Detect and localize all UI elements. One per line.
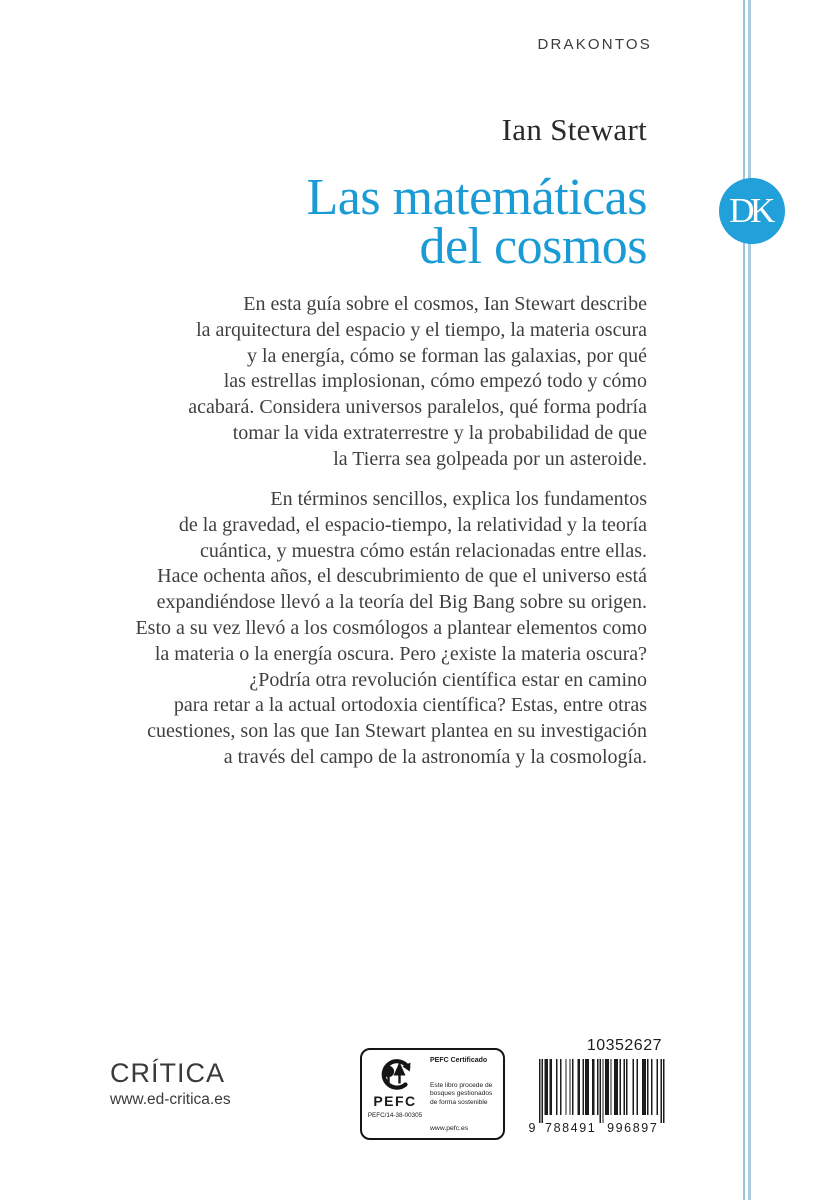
- product-code: 10352627: [586, 1037, 662, 1054]
- text-line: la materia o la energía oscura. Pero ¿existe la materia oscura?: [154, 642, 647, 665]
- text-line: Las matemáticas: [306, 169, 647, 226]
- text-line: En términos sencillos, explica los fundamentos: [270, 488, 647, 510]
- text-line: Esto a su vez llevó a los cosmólogos a plantear elementos como: [135, 616, 647, 639]
- text-line: la arquitectura del espacio y el tiempo, la materia oscura: [196, 318, 647, 341]
- svg-text:996897: 996897: [607, 1121, 659, 1135]
- pefc-logo-column: [362, 1050, 428, 1138]
- text-line: y la energía, cómo se forman las galaxias, por qué: [246, 344, 647, 367]
- book-title: [306, 169, 647, 275]
- pefc-website: www.pefc.es: [430, 1125, 469, 1132]
- pefc-text-column: [428, 1050, 503, 1138]
- pefc-certification-label: [360, 1048, 505, 1140]
- text-line: del cosmos: [419, 218, 647, 275]
- text-line: En esta guía sobre el cosmos, Ian Stewart describe: [243, 293, 647, 315]
- text-line: expandiéndose llevó a la teoría del Big Bang sobre su origen.: [156, 591, 647, 614]
- text-line: bosques gestionados: [430, 1090, 493, 1098]
- pefc-trees-icon: [372, 1055, 418, 1093]
- text-line: de la gravedad, el espacio-tiempo, la relatividad y la teoría: [178, 513, 647, 536]
- publisher-website: www.ed-critica.es: [110, 1091, 231, 1108]
- text-line: Este libro procede de: [430, 1081, 493, 1089]
- text-line: Hace ochenta años, el descubrimiento de que el universo está: [157, 565, 647, 588]
- text-line: cuestiones, son las que Ian Stewart plantea en su investigación: [147, 720, 647, 743]
- text-line: cuántica, y muestra cómo están relacionadas entre ellas.: [199, 539, 647, 562]
- author-name: Ian Stewart: [501, 112, 647, 147]
- text-line: para retar a la actual ortodoxia científica? Estas, entre otras: [173, 694, 647, 717]
- publisher-logo: CRÍTICA: [110, 1058, 225, 1088]
- pefc-heading: PEFC Certificado: [430, 1057, 488, 1064]
- text-line: acabará. Considera universos paralelos, qué forma podría: [188, 396, 647, 419]
- barcode-icon: [527, 1058, 677, 1136]
- text-line: las estrellas implosionan, cómo empezó todo y cómo: [223, 370, 647, 393]
- text-line: de forma sostenible: [430, 1098, 488, 1106]
- ean-barcode: [527, 1058, 677, 1136]
- pefc-statement: [430, 1082, 498, 1108]
- text-line: a través del campo de la astronomía y la cosmología.: [223, 745, 647, 768]
- svg-text:788491: 788491: [545, 1121, 597, 1135]
- blurb-paragraph-2: [130, 487, 647, 771]
- text-line: ¿Podría otra revolución científica estar en camino: [249, 668, 647, 691]
- blurb-paragraph-1: [130, 292, 647, 473]
- collection-name: DRAKONTOS: [537, 36, 652, 53]
- dk-logo-icon: [719, 178, 785, 244]
- text-line: la Tierra sea golpeada por un asteroide.: [333, 447, 647, 470]
- pefc-logo-word: PEFC: [373, 1093, 417, 1109]
- svg-text:9: 9: [528, 1121, 537, 1135]
- text-line: tomar la vida extraterrestre y la probabilidad de que: [232, 421, 647, 444]
- pefc-cert-code: PEFC/14-38-00305: [367, 1112, 423, 1119]
- dk-logo-text: DK: [729, 191, 771, 230]
